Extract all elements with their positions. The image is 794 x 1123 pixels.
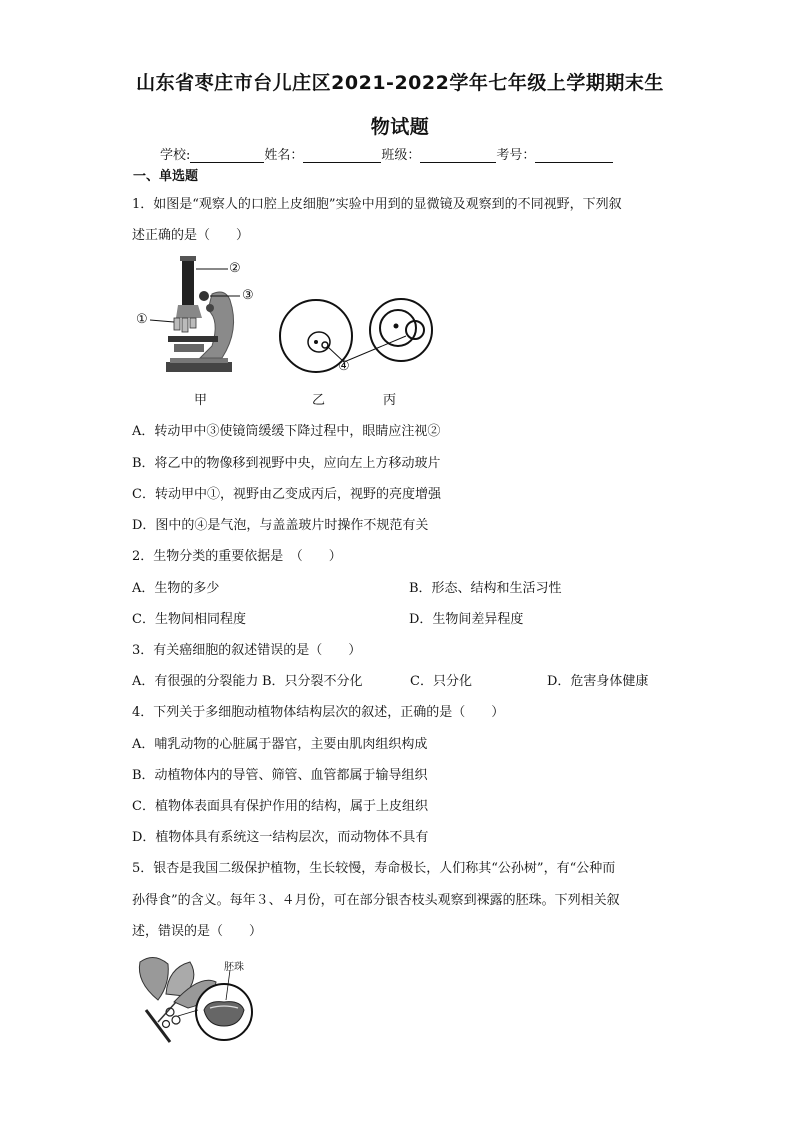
q4-stem: 4．下列关于多细胞动植物体结构层次的叙述，正确的是（ ）	[132, 705, 505, 720]
q5-stem-line1: 5．银杏是我国二级保护植物，生长较慢，寿命极长，人们称其“公孙树”，有“公种而	[132, 861, 616, 876]
label-3: ③	[242, 288, 254, 303]
field-of-view-figure	[272, 290, 442, 380]
number-blank[interactable]	[535, 148, 613, 163]
q4-option-b[interactable]: B．动植物体内的导管、筛管、血管都属于输导组织	[132, 768, 428, 783]
q1-option-d[interactable]: D．图中的④是气泡，与盖盖玻片时操作不规范有关	[132, 518, 429, 533]
q1-stem-line2: 述正确的是（ ）	[132, 228, 250, 243]
caption-yi: 乙	[312, 393, 326, 408]
q2-option-b[interactable]: B．形态、结构和生活习性	[409, 581, 562, 596]
q4-option-c[interactable]: C．植物体表面具有保护作用的结构，属于上皮组织	[132, 799, 428, 814]
section-heading: 一、单选题	[133, 169, 199, 184]
q2-option-d[interactable]: D．生物间差异程度	[409, 612, 524, 627]
name-blank[interactable]	[303, 148, 381, 163]
microscope-icon	[166, 256, 234, 372]
q3-option-d[interactable]: D．危害身体健康	[547, 674, 649, 689]
q1-stem-line1: 1．如图是“观察人的口腔上皮细胞”实验中用到的显微镜及观察到的不同视野，下列叙	[132, 197, 622, 212]
school-blank[interactable]	[190, 148, 264, 163]
caption-bing: 丙	[383, 393, 397, 408]
class-blank[interactable]	[420, 148, 496, 163]
q2-stem: 2．生物分类的重要依据是 （ ）	[132, 549, 342, 564]
class-label: 班级：	[381, 148, 421, 163]
q2-option-a[interactable]: A．生物的多少	[132, 581, 220, 596]
q4-option-d[interactable]: D．植物体具有系统这一结构层次，而动物体不具有	[132, 830, 429, 845]
page-title-line2: 物试题	[370, 116, 430, 138]
number-label: 考号：	[496, 148, 536, 163]
school-label: 学校:	[160, 148, 191, 163]
page-title-line1: 山东省枣庄市台儿庄区2021-2022学年七年级上学期期末生	[136, 72, 664, 94]
ovule-label: 胚珠	[224, 962, 244, 973]
q1-option-a[interactable]: A．转动甲中③使镜筒缓缓下降过程中，眼睛应注视②	[132, 424, 441, 439]
caption-jia: 甲	[194, 393, 208, 408]
q4-option-a[interactable]: A．哺乳动物的心脏属于器官，主要由肌肉组织构成	[132, 737, 428, 752]
q3-option-a[interactable]: A．有很强的分裂能力	[132, 674, 259, 689]
q5-stem-line2: 孙得食”的含义。每年３、４月份，可在部分银杏枝头观察到裸露的胚珠。下列相关叙	[132, 893, 620, 908]
label-4: ④	[338, 359, 350, 374]
label-1: ①	[136, 312, 148, 327]
q1-option-b[interactable]: B．将乙中的物像移到视野中央，应向左上方移动玻片	[132, 456, 441, 471]
q5-stem-line3: 述，错误的是（ ）	[132, 924, 263, 939]
q3-option-c[interactable]: C．只分化	[410, 674, 472, 689]
label-2: ②	[229, 261, 241, 276]
name-label: 姓名：	[264, 148, 304, 163]
q1-option-c[interactable]: C．转动甲中①，视野由乙变成丙后，视野的亮度增强	[132, 487, 441, 502]
student-info-row	[160, 144, 613, 163]
q3-option-b[interactable]: B．只分裂不分化	[262, 674, 363, 689]
microscope-figure	[130, 250, 280, 380]
q3-stem: 3．有关癌细胞的叙述错误的是（ ）	[132, 643, 362, 658]
q2-option-c[interactable]: C．生物间相同程度	[132, 612, 246, 627]
